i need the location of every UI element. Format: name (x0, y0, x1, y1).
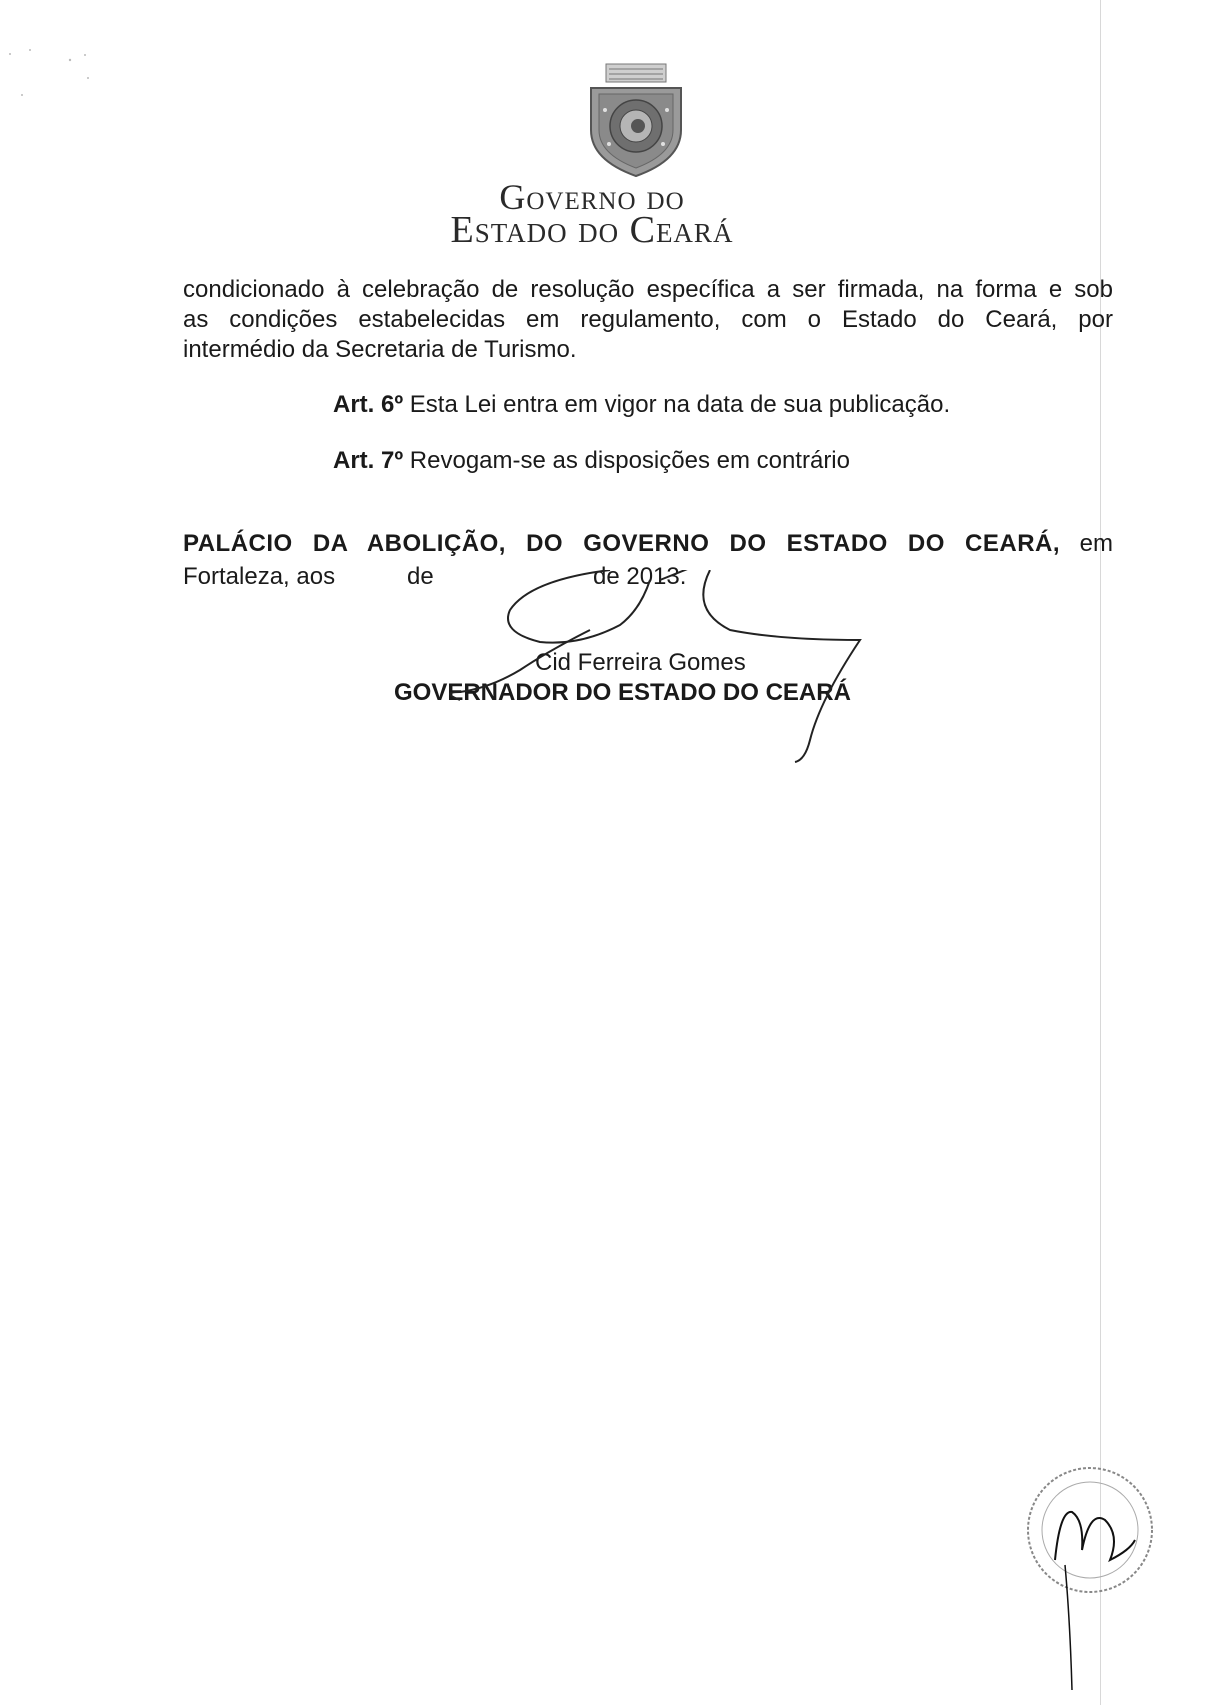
palace-suffix: em (1079, 530, 1113, 557)
date-de-2013: de 2013. (593, 563, 687, 590)
procuradoria-stamp-icon (1010, 1450, 1170, 1700)
paragraph-line: condicionado à celebração de resolução específica a ser firmada, na forma e sob (183, 276, 1113, 303)
signatory-name: Cid Ferreira Gomes (535, 649, 746, 676)
header-estado-do-ceara: Estado do Ceará (450, 209, 734, 251)
scan-specks (0, 40, 110, 120)
date-de-1: de (407, 563, 434, 590)
palace-name: PALÁCIO DA ABOLIÇÃO, DO GOVERNO DO ESTADO DO CEARÁ, (183, 530, 1061, 557)
article-7-text: Revogam-se as disposições em contrário (409, 447, 850, 474)
handwritten-signature (440, 570, 880, 770)
article-6-label: Art. 6º (333, 391, 404, 418)
palace-line (183, 530, 1113, 558)
header-governo-do: Governo do (499, 177, 685, 217)
signatory-title: GOVERNADOR DO ESTADO DO CEARÁ (394, 679, 851, 706)
article-6 (333, 391, 950, 419)
article-7 (333, 447, 850, 475)
continuation-paragraph (183, 275, 1113, 365)
paragraph-line: as condições estabelecidas em regulamento, com o Estado do Ceará, por (183, 306, 1113, 333)
article-6-text: Esta Lei entra em vigor na data de sua publicação. (409, 391, 951, 418)
city-label: Fortaleza, aos (183, 563, 336, 590)
article-7-label: Art. 7º (333, 447, 404, 474)
paragraph-line: intermédio da Secretaria de Turismo. (183, 336, 577, 363)
state-coat-of-arms-icon (581, 60, 691, 180)
